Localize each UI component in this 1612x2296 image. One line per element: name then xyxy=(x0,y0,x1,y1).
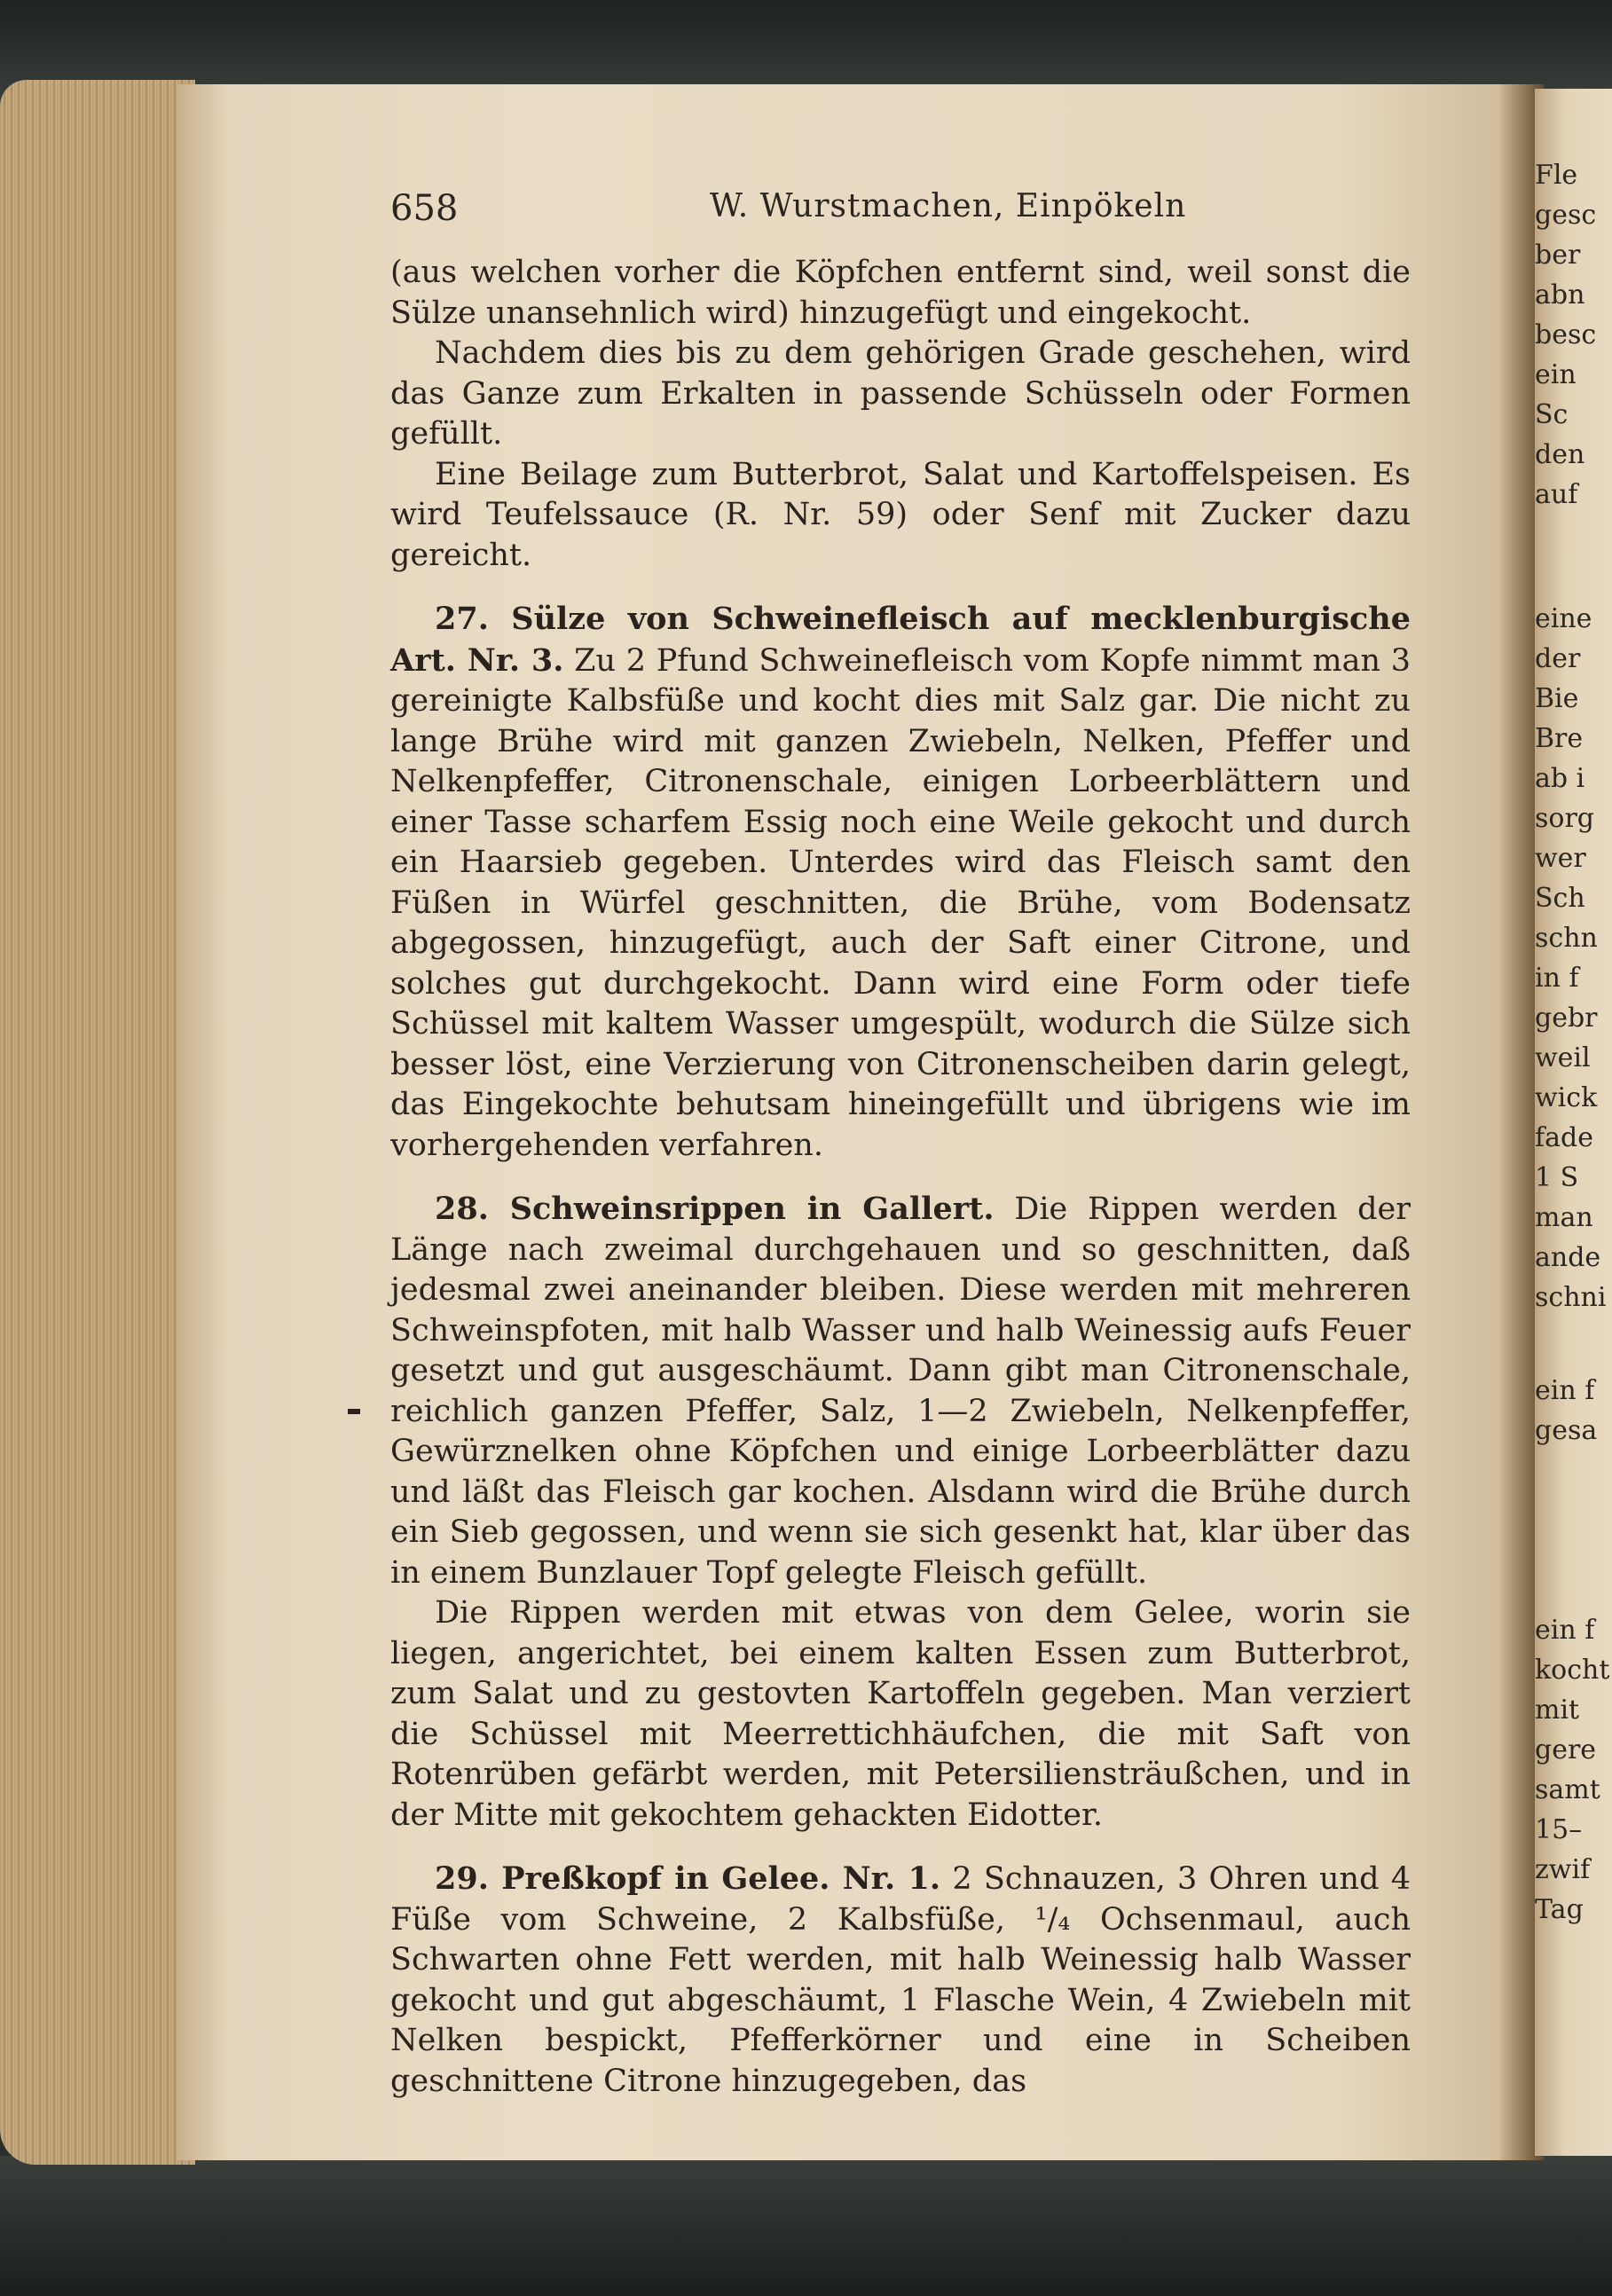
next-page-line: wer xyxy=(1535,843,1586,874)
recipe-28-heading: 28. Schweinsrippen in Gallert. xyxy=(435,1191,995,1227)
next-page-fragment xyxy=(1535,89,1612,2156)
paragraph: Nachdem dies bis zu dem gehörigen Grade geschehen, wird das Ganze zum Erkalten in passende Schüsseln oder Formen gefüllt. xyxy=(390,335,1411,452)
next-page-line: schn xyxy=(1535,923,1598,954)
next-page-line: fade xyxy=(1535,1122,1593,1153)
next-page-line: Bre xyxy=(1535,723,1584,754)
next-page-line: man xyxy=(1535,1202,1593,1233)
next-page-line: wick xyxy=(1535,1082,1598,1113)
next-page-line: in f xyxy=(1535,963,1579,994)
paragraph: Die Rippen werden mit etwas von dem Gelee, worin sie liegen, angerichtet, bei einem kalten Essen zum Butterbrot, zum Salat und zu gestovten Kartoffeln gegeben. Man verziert die Schüssel mit Meerrettichhäufchen, die mit Saft von Rotenrüben gefärbt werden, mit Petersiliensträußchen, und in der Mitte mit gekochtem gehackten Eidotter. xyxy=(390,1595,1411,1833)
next-page-line: Sc xyxy=(1535,399,1569,430)
page-header xyxy=(390,188,1411,241)
next-page-line: samt xyxy=(1535,1774,1600,1805)
body-text xyxy=(390,253,1411,2102)
next-page-line: Fle xyxy=(1535,160,1578,191)
backdrop-bottom xyxy=(0,2156,1612,2296)
next-page-line: der xyxy=(1535,643,1581,674)
page-number: 658 xyxy=(390,188,459,229)
recipe-27 xyxy=(390,599,1411,1166)
next-page-line: ab i xyxy=(1535,763,1585,794)
book-page-edges xyxy=(0,80,195,2165)
recipe-29 xyxy=(390,1859,1411,2102)
recipe-27-body: Zu 2 Pfund Schweinefleisch vom Kopfe nimmt man 3 gereinigte Kalbsfüße und kocht dies mit Salz gar. Die nicht zu lange Brühe wird mit ganzen Zwiebeln, Nelken, Pfeffer und Nelkenpfeffer, Citronenschale, einigen Lorbeerblättern und einer Tasse scharfem Essig noch eine Weile gekocht und durch ein Haarsieb gegeben. Unterdes wird das Fleisch samt den Füßen in Würfel geschnitten, die Brühe, vom Bodensatz abgegossen, hinzugefügt, auch der Saft einer Citrone, und solches gut durchgekocht. Dann wird eine Form oder tiefe Schüssel mit kaltem Wasser umgespült, wodurch die Sülze sich besser löst, eine Verzierung von Citronenscheiben darin gelegt, das Eingekochte behutsam hineingefüllt und übrigens wie im vorhergehenden verfahren. xyxy=(390,642,1411,1163)
next-page-line: eine xyxy=(1535,603,1592,634)
paragraph: Eine Beilage zum Butterbrot, Salat und Kartoffelspeisen. Es wird Teufelssauce (R. Nr. 59) oder Senf mit Zucker dazu gereicht. xyxy=(390,456,1411,573)
next-page-line: mit xyxy=(1535,1694,1580,1726)
next-page-line: Tag xyxy=(1535,1894,1584,1925)
next-page-line: ein f xyxy=(1535,1375,1595,1406)
next-page-line: gesa xyxy=(1535,1415,1598,1446)
recipe-29-body: 2 Schnauzen, 3 Ohren und 4 Füße vom Schweine, 2 Kalbsfüße, ¹/₄ Ochsenmaul, auch Schwarten ohne Fett werden, mit halb Weinessig halb Wasser gekocht und gut abgeschäumt, 1 Flasche Wein, 4 Zwiebeln mit Nelken bespickt, Pfefferkörner und eine in Scheiben geschnittene Citrone hinzugegeben, das xyxy=(390,1861,1411,2099)
next-page-line: Sch xyxy=(1535,883,1585,914)
next-page-line: gebr xyxy=(1535,1003,1598,1034)
next-page-line: ber xyxy=(1535,240,1581,271)
next-page-line: ande xyxy=(1535,1242,1601,1273)
next-page-line: ein xyxy=(1535,359,1577,390)
running-head: W. Wurstmachen, Einpökeln xyxy=(710,188,1187,224)
next-page-line: kocht xyxy=(1535,1655,1610,1686)
next-page-line: abn xyxy=(1535,279,1585,311)
next-page-line: gere xyxy=(1535,1734,1597,1765)
recipe-28-body: Die Rippen werden der Länge nach zweimal durchgehauen und so geschnitten, daß jedesmal zwei aneinander bleiben. Diese werden mit mehreren Schweinspfoten, mit halb Wasser und halb Weinessig aufs Feuer gesetzt und gut ausgeschäumt. Dann gibt man Citronenschale, reichlich ganzen Pfeffer, Salz, 1—2 Zwiebeln, Nelkenpfeffer, Gewürznelken ohne Köpfchen und einige Lorbeerblätter dazu und läßt das Fleisch gar kochen. Alsdann wird die Brühe durch ein Sieb gegossen, und wenn sie sich gesenkt hat, klar über das in einem Bunzlauer Topf gelegte Fleisch gefüllt. xyxy=(390,1191,1411,1591)
next-page-line: auf xyxy=(1535,479,1578,510)
paragraph: (aus welchen vorher die Köpfchen entfernt sind, weil sonst die Sülze unansehnlich wird) hinzugefügt und eingekocht. xyxy=(390,255,1411,331)
next-page-line: ein f xyxy=(1535,1615,1595,1646)
next-page-line: sorg xyxy=(1535,803,1595,834)
next-page-line: 15– xyxy=(1535,1814,1583,1845)
next-page-line: Bie xyxy=(1535,683,1579,714)
next-page-line: gesc xyxy=(1535,200,1597,231)
recipe-29-heading: 29. Preßkopf in Gelee. Nr. 1. xyxy=(435,1860,941,1897)
next-page-line: schni xyxy=(1535,1282,1607,1313)
next-page-line: weil xyxy=(1535,1042,1591,1073)
recipe-27-heading: 27. Sülze von Schweinefleisch auf mecklenburgische Art. Nr. 3. xyxy=(390,601,1411,679)
next-page-line: zwif xyxy=(1535,1854,1591,1885)
next-page-line: 1 S xyxy=(1535,1162,1579,1193)
recipe-28 xyxy=(390,1189,1411,1593)
next-page-line: besc xyxy=(1535,319,1597,350)
next-page-line: den xyxy=(1535,439,1585,470)
ink-mark xyxy=(348,1409,360,1414)
